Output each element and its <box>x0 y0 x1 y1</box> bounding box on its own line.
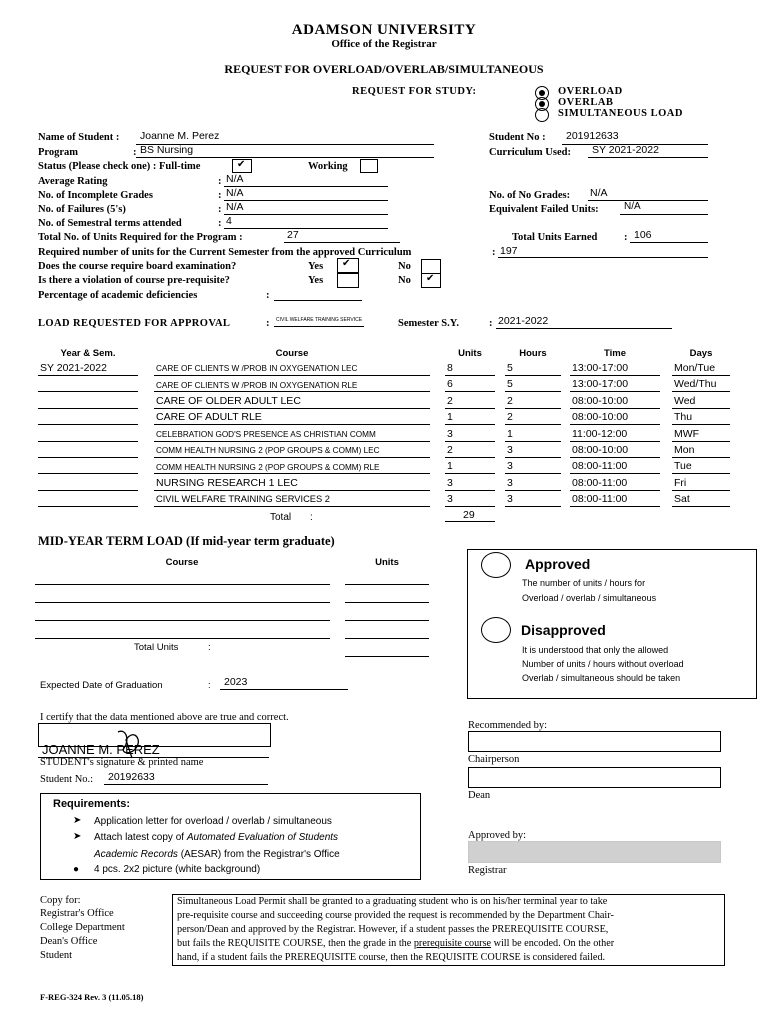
semestral-label: No. of Semestral terms attended <box>38 218 182 229</box>
row-underline <box>154 441 430 442</box>
total-required-value[interactable]: 27 <box>287 229 299 241</box>
requirement-item-2-italic: Automated Evaluation of Students <box>186 832 339 843</box>
row-underline <box>570 408 660 409</box>
midyear-title: MID-YEAR TERM LOAD (If mid-year term graduate) <box>38 534 335 548</box>
row-underline <box>672 473 730 474</box>
units-earned-label: Total Units Earned <box>512 232 598 243</box>
midyear-total-colon: : <box>208 642 211 653</box>
row-time[interactable]: 11:00-12:00 <box>572 427 628 440</box>
row-underline <box>38 441 138 442</box>
semester-label: Semester S.Y. <box>398 318 459 329</box>
row-underline <box>672 375 730 376</box>
row-units[interactable]: 3 <box>447 476 453 489</box>
total-label: Total <box>270 512 292 523</box>
violation-yes-label: Yes <box>308 275 324 286</box>
row-underline <box>570 473 660 474</box>
option-overload: OVERLOAD <box>558 86 623 97</box>
disapproved-radio[interactable] <box>481 617 511 643</box>
colon: : <box>489 318 493 329</box>
failed-units-value[interactable]: N/A <box>624 201 641 212</box>
program-value[interactable]: BS Nursing <box>140 144 194 156</box>
row-course[interactable]: CARE OF OLDER ADULT LEC <box>156 394 301 407</box>
load-requested-label: LOAD REQUESTED FOR APPROVAL <box>38 318 231 329</box>
row-underline <box>38 457 138 458</box>
policy-line-4-tail: will be encoded. On the other <box>493 938 615 949</box>
total-colon: : <box>310 512 313 523</box>
copy-registrar: Registrar's Office <box>40 908 114 919</box>
row-units[interactable]: 2 <box>447 394 453 407</box>
col-hours: Hours <box>519 348 547 359</box>
row-underline <box>570 375 660 376</box>
violation-yes-checkbox[interactable] <box>337 273 359 288</box>
row-underline <box>38 424 138 425</box>
board-no-label: No <box>398 261 411 272</box>
registrar-signature-field[interactable] <box>468 841 721 863</box>
copy-student: Student <box>40 950 73 961</box>
requirement-item-1: Application letter for overload / overlab / simultaneous <box>94 816 332 827</box>
row-underline <box>445 424 495 425</box>
board-yes-check-icon: ✔ <box>342 258 351 269</box>
row-units[interactable]: 2 <box>447 444 453 456</box>
failures-value[interactable]: N/A <box>226 201 244 213</box>
office-name: Office of the Registrar <box>331 38 437 50</box>
row-time[interactable]: 08:00-10:00 <box>572 411 629 424</box>
row-underline <box>505 490 561 491</box>
row-underline <box>445 441 495 442</box>
row-units[interactable]: 3 <box>447 493 453 506</box>
row-hours[interactable]: 3 <box>507 476 513 489</box>
cert-student-no-value[interactable]: 20192633 <box>108 771 155 783</box>
row-units[interactable]: 6 <box>447 378 453 391</box>
status-label: Status (Please check one) : Full-time <box>38 161 201 172</box>
approved-radio[interactable] <box>481 552 511 578</box>
row-underline <box>445 375 495 376</box>
incomplete-value[interactable]: N/A <box>226 187 244 199</box>
approved-text-2: Overload / overlab / simultaneous <box>522 593 657 603</box>
row-year[interactable]: SY 2021-2022 <box>40 362 107 374</box>
row-hours[interactable]: 5 <box>507 378 513 391</box>
row-days[interactable]: Fri <box>674 476 687 489</box>
failures-label: No. of Failures (5's) <box>38 204 126 215</box>
row-underline <box>445 391 495 392</box>
row-course[interactable]: COMM HEALTH NURSING 2 (POP GROUPS & COMM) LEC <box>156 446 380 456</box>
violation-no-label: No <box>398 275 411 286</box>
row-underline <box>154 408 430 409</box>
program-label: Program <box>38 147 79 158</box>
bullet-icon: ● <box>73 864 80 875</box>
row-underline <box>38 506 138 507</box>
approved-by-label: Approved by: <box>468 830 527 841</box>
no-grades-label: No. of No Grades: <box>489 190 571 201</box>
student-no-value[interactable]: 201912633 <box>566 130 619 142</box>
row-underline <box>570 457 660 458</box>
row-underline <box>570 441 660 442</box>
row-underline <box>38 391 138 392</box>
deficiency-label: Percentage of academic deficiencies <box>38 290 198 301</box>
row-hours[interactable]: 3 <box>507 493 513 506</box>
dean-signature-field[interactable] <box>468 767 721 788</box>
board-no-checkbox[interactable] <box>421 259 441 274</box>
row-underline <box>505 506 561 507</box>
required-current-value[interactable]: 197 <box>500 245 518 257</box>
name-label: Name of Student : <box>38 132 120 143</box>
row-hours[interactable]: 2 <box>507 394 513 407</box>
col-year: Year & Sem. <box>60 348 116 359</box>
row-time[interactable]: 08:00-11:00 <box>572 476 628 489</box>
semestral-value[interactable]: 4 <box>226 215 232 227</box>
recommended-by-label: Recommended by: <box>468 720 548 731</box>
total-units-value[interactable]: 29 <box>463 509 475 521</box>
request-study-label: REQUEST FOR STUDY: <box>352 86 477 97</box>
row-underline <box>445 457 495 458</box>
row-days[interactable]: Tue <box>674 460 692 473</box>
row-underline <box>154 506 430 507</box>
row-time[interactable]: 08:00-11:00 <box>572 493 628 506</box>
row-underline <box>570 506 660 507</box>
row-underline <box>505 375 561 376</box>
registrar-label: Registrar <box>468 865 507 876</box>
row-course[interactable]: CELEBRATION GOD'S PRESENCE AS CHRISTIAN COMM <box>156 429 376 439</box>
no-grades-value[interactable]: N/A <box>590 187 608 199</box>
row-course[interactable]: CARE OF CLIENTS W /PROB IN OXYGENATION RLE <box>156 380 358 390</box>
row-course[interactable]: CIVIL WELFARE TRAINING SERVICES 2 <box>156 494 330 505</box>
signature-label: STUDENT's signature & printed name <box>40 757 204 768</box>
requirement-item-2-cont-text: (AESAR) from the Registrar's Office <box>180 849 340 860</box>
certify-statement: I certify that the data mentioned above are true and correct. <box>40 712 289 723</box>
row-underline <box>445 490 495 491</box>
load-requested-value[interactable]: CIVIL WELFARE TRAINING SERVICE <box>276 317 363 323</box>
row-underline <box>672 506 730 507</box>
col-days: Days <box>689 348 713 359</box>
incomplete-label: No. of Incomplete Grades <box>38 190 153 201</box>
chairperson-label: Chairperson <box>468 754 520 765</box>
program-colon: : <box>133 147 137 158</box>
row-underline <box>672 441 730 442</box>
policy-line-4 <box>177 938 614 949</box>
row-days[interactable]: Sat <box>674 493 690 506</box>
student-name-value[interactable]: Joanne M. Perez <box>140 130 220 142</box>
row-underline <box>505 457 561 458</box>
row-days[interactable]: Mon <box>674 444 695 456</box>
row-units[interactable]: 8 <box>447 362 453 374</box>
colon: : <box>218 204 222 215</box>
row-days[interactable]: Thu <box>674 411 693 424</box>
row-underline <box>672 490 730 491</box>
row-days[interactable]: Wed/Thu <box>674 378 717 391</box>
board-exam-label: Does the course require board examination? <box>38 261 237 272</box>
arrow-icon: ➤ <box>73 815 82 826</box>
disapproved-text-1: It is understood that only the allowed <box>522 645 669 655</box>
row-underline <box>505 441 561 442</box>
graduation-value[interactable]: 2023 <box>224 676 248 688</box>
copy-college: College Department <box>40 922 125 933</box>
printed-name: JOANNE M. PEREZ <box>42 742 160 757</box>
row-days[interactable]: Wed <box>674 394 696 407</box>
row-underline <box>505 391 561 392</box>
row-underline <box>38 408 138 409</box>
requirement-item-2-cont-italic: Academic Records <box>94 849 178 860</box>
form-title: REQUEST FOR OVERLOAD/OVERLAB/SIMULTANEOUS <box>224 62 544 76</box>
board-yes-label: Yes <box>308 261 324 272</box>
row-time[interactable]: 13:00-17:00 <box>572 378 629 391</box>
dean-label: Dean <box>468 790 491 801</box>
requirement-item-3: 4 pcs. 2x2 picture (white background) <box>94 864 261 875</box>
requirements-title: Requirements: <box>53 798 131 810</box>
student-no-label: Student No : <box>489 132 546 143</box>
row-hours[interactable]: 3 <box>507 444 513 456</box>
row-underline <box>570 490 660 491</box>
row-days[interactable]: MWF <box>674 427 700 440</box>
colon: : <box>624 232 628 243</box>
colon: : <box>218 190 222 201</box>
policy-line-4-underlined: prerequisite course <box>413 938 492 949</box>
row-underline <box>38 375 138 376</box>
row-units[interactable]: 1 <box>447 460 453 473</box>
midyear-course-header: Course <box>165 557 199 568</box>
row-underline <box>505 408 561 409</box>
policy-line-5: hand, if a student fails the PREREQUISITE course, then the REQUISITE COURSE is considered failed. <box>177 952 606 963</box>
fulltime-check-icon: ✔ <box>237 159 246 170</box>
row-underline <box>445 506 495 507</box>
row-time[interactable]: 08:00-10:00 <box>572 444 629 456</box>
disapproved-text-3: Overlab / simultaneous should be taken <box>522 673 681 683</box>
working-label: Working <box>308 161 348 172</box>
row-underline <box>154 375 430 376</box>
fulltime-checkbox[interactable] <box>232 159 252 173</box>
row-underline <box>38 490 138 491</box>
row-underline <box>38 473 138 474</box>
graduation-label: Expected Date of Graduation <box>40 680 163 691</box>
failed-units-label: Equivalent Failed Units: <box>489 204 599 215</box>
graduation-colon: : <box>208 680 211 691</box>
policy-line-4-text: but fails the REQUISITE COURSE, then the grade in the <box>177 938 412 949</box>
policy-line-3: person/Dean and approved by the Registrar. However, if a student passes the PREREQUISITE COURSE, <box>177 924 609 935</box>
chairperson-signature-field[interactable] <box>468 731 721 752</box>
midyear-units-header: Units <box>375 557 399 568</box>
board-yes-checkbox[interactable] <box>337 258 359 273</box>
total-required-label: Total No. of Units Required for the Program : <box>38 232 243 243</box>
semester-value[interactable]: 2021-2022 <box>498 315 549 327</box>
arrow-icon: ➤ <box>73 831 82 842</box>
university-name: ADAMSON UNIVERSITY <box>291 22 477 38</box>
avg-rating-value[interactable]: N/A <box>226 173 244 185</box>
copy-dean: Dean's Office <box>40 936 98 947</box>
colon: : <box>266 318 270 329</box>
row-underline <box>570 391 660 392</box>
disapproved-title: Disapproved <box>521 622 606 638</box>
disapproved-text-2: Number of units / hours without overload <box>522 659 684 669</box>
row-time[interactable]: 08:00-11:00 <box>572 460 628 473</box>
row-underline <box>445 473 495 474</box>
units-earned-value[interactable]: 106 <box>634 229 652 241</box>
requirement-item-2-text: Attach latest copy of <box>94 832 185 843</box>
row-underline <box>672 408 730 409</box>
row-course[interactable]: CARE OF CLIENTS W /PROB IN OXYGENATION LEC <box>156 364 358 374</box>
row-underline <box>672 457 730 458</box>
row-underline <box>505 473 561 474</box>
colon: : <box>266 290 270 301</box>
row-hours[interactable]: 3 <box>507 460 513 473</box>
row-underline <box>154 391 430 392</box>
requirement-item-2 <box>94 832 338 843</box>
row-underline <box>154 424 430 425</box>
row-days[interactable]: Mon/Tue <box>674 362 716 374</box>
midyear-total-units-label: Total Units <box>134 642 179 653</box>
col-time: Time <box>603 348 626 359</box>
row-units[interactable]: 1 <box>447 411 453 424</box>
simultaneous-load-radio[interactable] <box>535 108 549 122</box>
option-simultaneous-load: SIMULTANEOUS LOAD <box>558 108 683 119</box>
colon: : <box>218 176 222 187</box>
row-underline <box>445 408 495 409</box>
colon: : <box>218 218 222 229</box>
curriculum-value[interactable]: SY 2021-2022 <box>592 144 659 156</box>
form-code: F-REG-324 Rev. 3 (11.05.18) <box>40 992 144 1002</box>
col-units: Units <box>458 348 482 359</box>
row-units[interactable]: 3 <box>447 427 453 440</box>
violation-label: Is there a violation of course pre-requisite? <box>38 275 230 286</box>
row-time[interactable]: 13:00-17:00 <box>572 362 629 374</box>
copy-for-label: Copy for: <box>40 895 81 906</box>
cert-student-no-label: Student No.: <box>40 774 94 785</box>
required-current-label: Required number of units for the Current Semester from the approved Curriculum <box>38 247 412 258</box>
row-course[interactable]: NURSING RESEARCH 1 LEC <box>156 476 298 489</box>
row-underline <box>672 424 730 425</box>
row-underline <box>154 457 430 458</box>
row-underline <box>672 391 730 392</box>
working-checkbox[interactable] <box>360 159 378 173</box>
requirement-item-2-cont <box>94 849 340 860</box>
row-hours[interactable]: 5 <box>507 362 513 374</box>
row-underline <box>154 473 430 474</box>
row-hours[interactable]: 1 <box>507 427 513 440</box>
avg-rating-label: Average Rating <box>38 176 108 187</box>
approved-text-1: The number of units / hours for <box>522 578 646 588</box>
policy-line-1: Simultaneous Load Permit shall be granted to a graduating student who is on his/her terminal year to take <box>177 896 608 907</box>
row-underline <box>505 424 561 425</box>
violation-no-checkbox[interactable] <box>421 273 441 288</box>
policy-line-2: pre-requisite course and succeeding course provided the request is recommended by the Department Chair- <box>177 910 614 921</box>
row-course[interactable]: CARE OF ADULT RLE <box>156 411 262 424</box>
colon: : <box>492 247 496 258</box>
row-hours[interactable]: 2 <box>507 411 513 424</box>
approved-title: Approved <box>525 556 591 572</box>
violation-no-check-icon: ✔ <box>426 273 435 284</box>
option-overlab: OVERLAB <box>558 97 614 108</box>
row-time[interactable]: 08:00-10:00 <box>572 394 629 407</box>
row-underline <box>570 424 660 425</box>
row-underline <box>154 490 430 491</box>
curriculum-label: Curriculum Used: <box>489 147 571 158</box>
row-course[interactable]: COMM HEALTH NURSING 2 (POP GROUPS & COMM) RLE <box>156 462 380 472</box>
col-course: Course <box>275 348 309 359</box>
